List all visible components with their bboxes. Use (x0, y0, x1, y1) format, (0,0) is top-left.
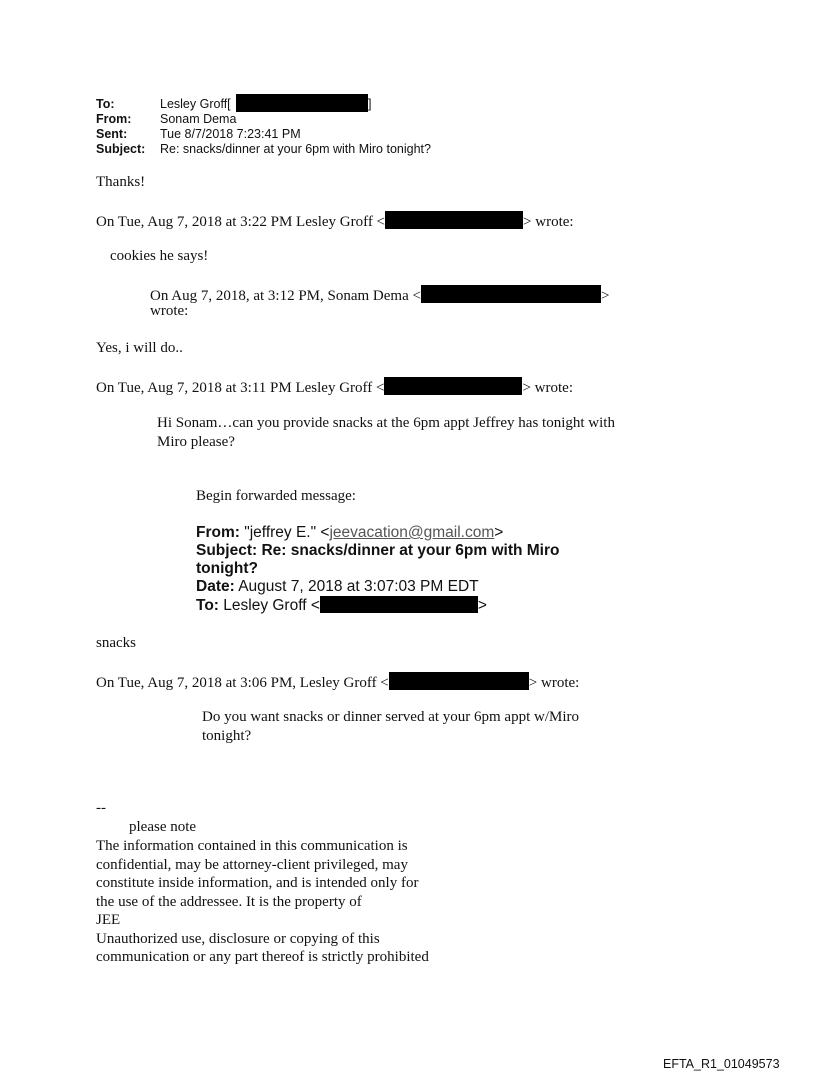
document-id: EFTA_R1_01049573 (663, 1057, 780, 1071)
fwd-to-value: Lesley Groff < (218, 597, 320, 614)
reply-do-you-want (202, 708, 579, 745)
quote-header-3 (96, 377, 573, 397)
fwd-to-line (196, 596, 559, 615)
fwd-subject-value-2: tonight? (196, 560, 258, 577)
quote-header-2 (150, 285, 609, 305)
reply-hi-sonam-line1: Hi Sonam…can you provide snacks at the 6pm appt Jeffrey has tonight with (157, 415, 615, 431)
quote-header-3-text: On Tue, Aug 7, 2018 at 3:11 PM Lesley Groff < (96, 380, 385, 396)
subject-label: Subject: (96, 142, 146, 156)
fwd-to-close: > (477, 597, 487, 614)
notice-line: JEE (96, 912, 121, 928)
sent-label: Sent: (96, 127, 128, 141)
quote-header-5-text: On Tue, Aug 7, 2018 at 3:06 PM, Lesley Groff < (96, 675, 389, 691)
sent-value: Tue 8/7/2018 7:23:41 PM (160, 127, 301, 141)
subject-value: Re: snacks/dinner at your 6pm with Miro tonight? (160, 142, 431, 156)
notice-line: constitute inside information, and is intended only for (96, 875, 419, 891)
fwd-from-close: > (494, 524, 504, 541)
redaction-bar (320, 596, 478, 613)
reply-do-you-want-line1: Do you want snacks or dinner served at your 6pm appt w/Miro (202, 709, 580, 725)
fwd-date-value: August 7, 2018 at 3:07:03 PM EDT (234, 578, 479, 595)
fwd-subject-line (196, 542, 559, 560)
to-label: To: (96, 97, 115, 111)
from-label: From: (96, 112, 132, 126)
redaction-bar (389, 672, 529, 690)
signature-dashes: -- (96, 800, 106, 816)
reply-thanks: Thanks! (96, 174, 146, 190)
forwarded-header (196, 524, 559, 615)
quote-header-1-wrote: > wrote: (523, 214, 574, 230)
reply-do-you-want-line2: tonight? (202, 727, 252, 744)
quote-header-2-close: > (600, 288, 610, 304)
fwd-date-label: Date: (196, 578, 235, 595)
confidentiality-notice (96, 837, 429, 967)
fwd-date-line (196, 578, 559, 596)
fwd-subject-line-2 (196, 560, 559, 578)
reply-snacks: snacks (96, 635, 136, 651)
fwd-subject-value: Re: snacks/dinner at your 6pm with Miro (257, 542, 560, 559)
notice-line: Unauthorized use, disclosure or copying of this (96, 930, 380, 947)
signature-note-title: please note (129, 819, 197, 835)
to-close-bracket: ] (368, 97, 372, 111)
reply-hi-sonam-line2: Miro please? (157, 433, 235, 450)
forward-intro: Begin forwarded message: (196, 488, 356, 504)
fwd-from-email-link[interactable]: jeevacation@gmail.com (329, 524, 495, 541)
to-value: Lesley Groff[ (160, 97, 231, 111)
quote-header-5-wrote: > wrote: (528, 675, 580, 691)
reply-yes: Yes, i will do.. (96, 340, 183, 356)
reply-hi-sonam (157, 414, 615, 451)
fwd-from-label: From: (196, 524, 240, 541)
quote-header-1-text: On Tue, Aug 7, 2018 at 3:22 PM Lesley Groff < (96, 214, 386, 230)
quote-header-1 (96, 211, 574, 231)
quote-header-2-wrote: wrote: (150, 303, 189, 319)
quote-header-5 (96, 672, 579, 692)
fwd-to-label: To: (196, 597, 219, 614)
notice-line: communication or any part thereof is strictly prohibited (96, 949, 429, 965)
redaction-bar (385, 211, 523, 229)
notice-line: the use of the addressee. It is the property of (96, 893, 362, 910)
redaction-bar (421, 285, 601, 303)
notice-line: The information contained in this communication is (96, 838, 408, 854)
fwd-subject-label: Subject: (196, 542, 258, 559)
quote-header-3-wrote: > wrote: (522, 380, 573, 396)
notice-line: confidential, may be attorney-client privileged, may (96, 856, 408, 873)
redaction-bar (384, 377, 522, 395)
reply-cookies: cookies he says! (110, 248, 209, 264)
redaction-bar (236, 94, 368, 112)
from-value: Sonam Dema (160, 112, 237, 126)
quote-header-2-text: On Aug 7, 2018, at 3:12 PM, Sonam Dema < (150, 288, 421, 304)
fwd-from-line (196, 524, 559, 542)
fwd-from-name: "jeffrey E." < (239, 524, 330, 541)
